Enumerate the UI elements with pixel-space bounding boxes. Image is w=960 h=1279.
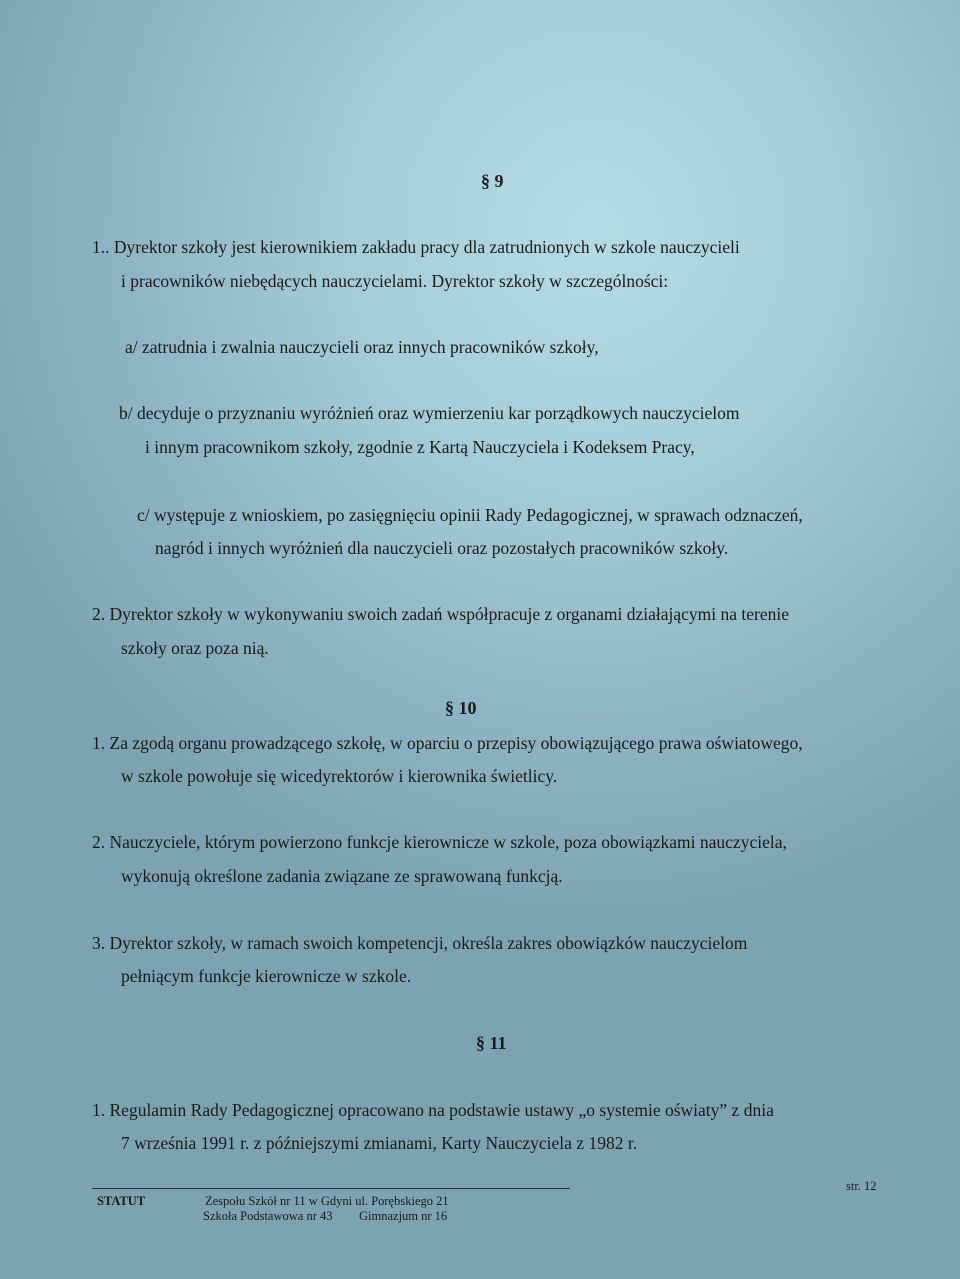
page-number: str. 12 [846, 1179, 877, 1193]
paragraph-11-1-line1: 1. Regulamin Rady Pedagogicznej opracowano na podstawie ustawy „o systemie oświaty” z dnia [92, 1100, 774, 1120]
footer-divider [92, 1188, 570, 1189]
paragraph-10-1-line2: w szkole powołuje się wicedyrektorów i kierownika świetlicy. [121, 766, 558, 786]
footer-gymnasium: Gimnazjum nr 16 [359, 1209, 448, 1223]
paragraph-10-2-line1: 2. Nauczyciele, którym powierzono funkcje kierownicze w szkole, poza obowiązkami nauczyciela, [92, 832, 787, 852]
list-item-9-c-line1: c/ występuje z wnioskiem, po zasięgnięciu opinii Rady Pedagogicznej, w sprawach odznaczeń, [137, 505, 803, 525]
paragraph-9-1-line1: 1.. Dyrektor szkoły jest kierownikiem zakładu pracy dla zatrudnionych w szkole nauczycieli [92, 237, 740, 257]
footer-statut: STATUT [97, 1194, 146, 1208]
list-item-9-c-line2: nagród i innych wyróżnień dla nauczycieli oraz pozostałych pracowników szkoły. [155, 538, 729, 558]
paragraph-10-3-line2: pełniącym funkcje kierownicze w szkole. [121, 966, 412, 986]
paragraph-9-1-line2: i pracowników niebędących nauczycielami. Dyrektor szkoły w szczególności: [121, 271, 669, 291]
list-item-9-a: a/ zatrudnia i zwalnia nauczycieli oraz innych pracowników szkoły, [125, 337, 599, 357]
section-heading-10: § 10 [445, 698, 477, 718]
paragraph-9-2-line1: 2. Dyrektor szkoły w wykonywaniu swoich zadań współpracuje z organami działającymi na terenie [92, 604, 790, 624]
footer-school-name: Zespołu Szkół nr 11 w Gdyni ul. Porębskiego 21 [205, 1194, 449, 1208]
list-item-9-b-line2: i innym pracownikom szkoły, zgodnie z Kartą Nauczyciela i Kodeksem Pracy, [145, 437, 695, 457]
paragraph-9-2-line2: szkoły oraz poza nią. [121, 638, 269, 658]
section-heading-11: § 11 [476, 1033, 507, 1053]
list-item-9-b-line1: b/ decyduje o przyznaniu wyróżnień oraz wymierzeniu kar porządkowych nauczycielom [119, 403, 740, 423]
paragraph-10-3-line1: 3. Dyrektor szkoły, w ramach swoich kompetencji, określa zakres obowiązków nauczycielom [92, 933, 748, 953]
section-heading-9: § 9 [481, 171, 504, 191]
paragraph-11-1-line2: 7 września 1991 r. z późniejszymi zmianami, Karty Nauczyciela z 1982 r. [121, 1133, 638, 1153]
footer-primary-school: Szkoła Podstawowa nr 43 [203, 1209, 333, 1223]
paragraph-10-2-line2: wykonują określone zadania związane ze sprawowaną funkcją. [121, 866, 563, 886]
paragraph-10-1-line1: 1. Za zgodą organu prowadzącego szkołę, w oparciu o przepisy obowiązującego prawa oświatowego, [92, 733, 803, 753]
